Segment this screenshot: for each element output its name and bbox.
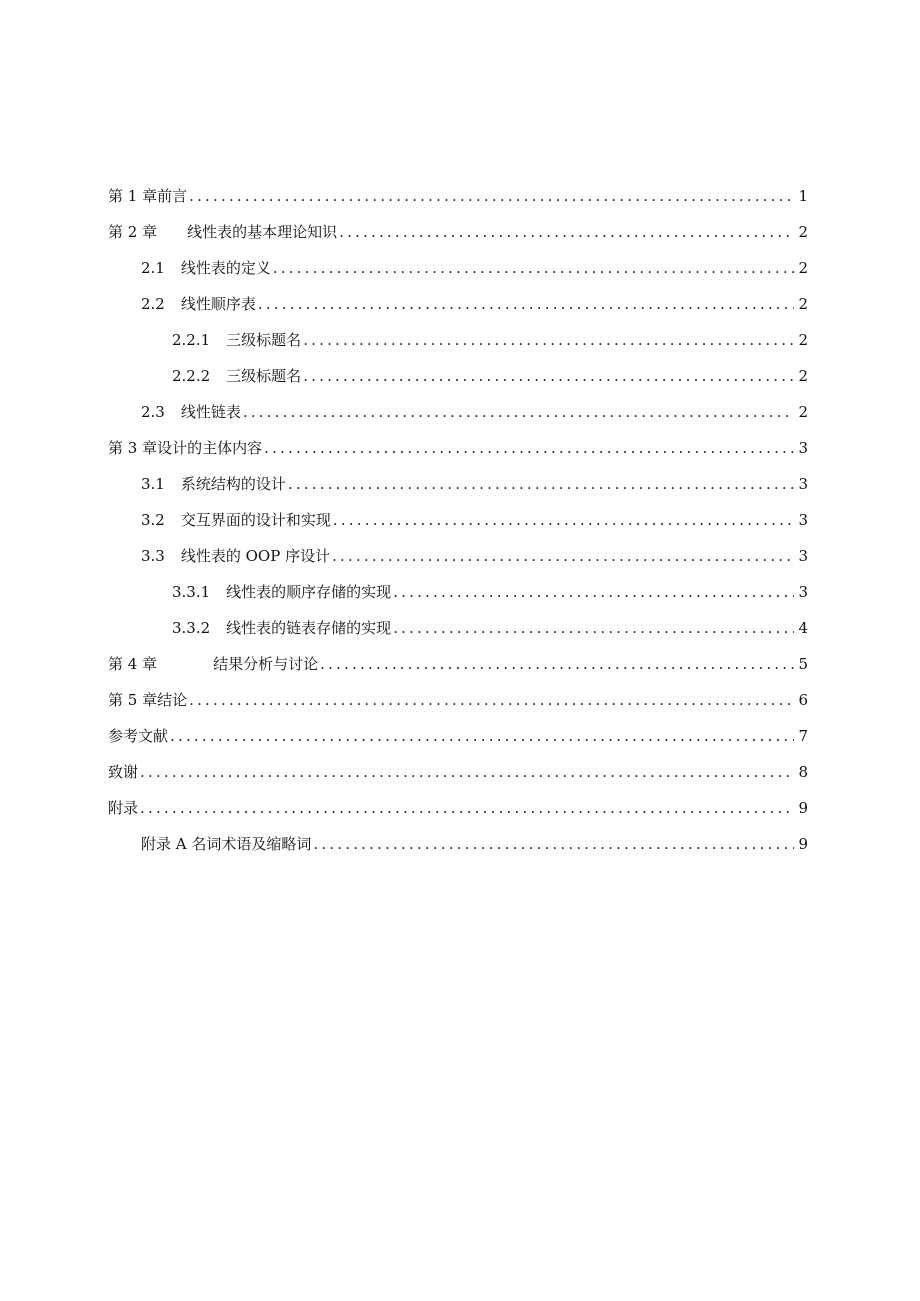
- dot-leader: [320, 654, 794, 674]
- toc-entry-number: 2.1: [141, 259, 165, 277]
- toc-entry-number: 2.2.2: [172, 367, 211, 385]
- dot-leader: [393, 582, 794, 602]
- toc-entry-title: 线性表的 OOP 序设计: [180, 547, 331, 565]
- toc-entry[interactable]: [108, 494, 808, 530]
- toc-entry-title: 附录 A 名词术语及缩略词: [141, 835, 312, 853]
- toc-entry[interactable]: [108, 638, 808, 674]
- toc-entry[interactable]: [108, 422, 808, 458]
- dot-leader: [393, 618, 794, 638]
- toc-entry-page-number: 2: [798, 367, 808, 385]
- toc-entry[interactable]: [108, 782, 808, 818]
- toc-entry-number: 第 2 章: [108, 223, 158, 241]
- toc-entry-page-number: 7: [798, 727, 808, 745]
- toc-entry-page-number: 2: [798, 331, 808, 349]
- dot-leader: [332, 546, 794, 566]
- toc-entry-page-number: 9: [798, 799, 808, 817]
- toc-entry-number: 2.2.1: [172, 331, 211, 349]
- toc-entry-number: 2.2: [141, 295, 165, 313]
- dot-leader: [189, 186, 794, 206]
- toc-entry-page-number: 9: [798, 835, 808, 853]
- toc-entry-number: 3.2: [141, 511, 165, 529]
- toc-entry-number: 3.1: [141, 475, 165, 493]
- toc-entry[interactable]: [108, 710, 808, 746]
- toc-entry[interactable]: [108, 602, 808, 638]
- toc-entry-title: 线性表的定义: [180, 259, 271, 277]
- toc-entry-page-number: 3: [798, 439, 808, 457]
- dot-leader: [333, 510, 795, 530]
- toc-entry-title: 交互界面的设计和实现: [180, 511, 331, 529]
- toc-entry-title: 线性表的顺序存储的实现: [226, 583, 392, 601]
- dot-leader: [273, 258, 795, 278]
- dot-leader: [339, 222, 794, 242]
- toc-entry-title: 线性链表: [180, 403, 241, 421]
- toc-entry-page-number: 2: [798, 403, 808, 421]
- dot-leader: [140, 798, 794, 818]
- toc-entry-page-number: 2: [798, 259, 808, 277]
- toc-entry-page-number: 8: [798, 763, 808, 781]
- toc-entry-page-number: 5: [798, 655, 808, 673]
- dot-leader: [258, 294, 795, 314]
- toc-entry-number: 2.3: [141, 403, 165, 421]
- toc-entry-title: 设计的主体内容: [157, 439, 263, 457]
- toc-entry-page-number: 3: [798, 583, 808, 601]
- toc-entry[interactable]: [108, 350, 808, 386]
- dot-leader: [243, 402, 795, 422]
- dot-leader: [288, 474, 795, 494]
- toc-entry-title: 前言: [157, 187, 188, 205]
- toc-entry-number: 3.3.2: [172, 619, 211, 637]
- toc-entry-title: 附录: [108, 799, 139, 817]
- toc-entry-title: 致谢: [108, 763, 139, 781]
- toc-entry-page-number: 3: [798, 475, 808, 493]
- toc-entry[interactable]: [108, 674, 808, 710]
- dot-leader: [189, 690, 794, 710]
- toc-entry-page-number: 3: [798, 511, 808, 529]
- toc-entry-number: 3.3: [141, 547, 165, 565]
- toc-entry-page-number: 2: [798, 295, 808, 313]
- toc-entry-title: 系统结构的设计: [180, 475, 286, 493]
- toc-entry[interactable]: [108, 530, 808, 566]
- toc-entry[interactable]: [108, 566, 808, 602]
- toc-entry-number: 第 3 章: [108, 439, 158, 457]
- toc-entry-title: 线性顺序表: [180, 295, 256, 313]
- toc-entry[interactable]: [108, 746, 808, 782]
- toc-entry[interactable]: [108, 314, 808, 350]
- toc-entry-title: 线性表的链表存储的实现: [226, 619, 392, 637]
- toc-entry-page-number: 1: [798, 187, 808, 205]
- dot-leader: [303, 366, 794, 386]
- toc-entry[interactable]: [108, 278, 808, 314]
- toc-entry-number: 第 5 章: [108, 691, 158, 709]
- toc-entry-number: 3.3.1: [172, 583, 211, 601]
- dot-leader: [170, 726, 794, 746]
- toc-entry[interactable]: [108, 242, 808, 278]
- toc-entry[interactable]: [108, 170, 808, 206]
- dot-leader: [313, 834, 794, 854]
- table-of-contents: [108, 170, 808, 854]
- toc-entry[interactable]: [108, 386, 808, 422]
- toc-entry-title: 线性表的基本理论知识: [187, 223, 338, 241]
- toc-entry-page-number: 6: [798, 691, 808, 709]
- toc-entry-title: 参考文献: [108, 727, 169, 745]
- dot-leader: [264, 438, 794, 458]
- dot-leader: [140, 762, 794, 782]
- toc-entry-title: 三级标题名: [226, 367, 302, 385]
- toc-entry-number: 第 4 章: [108, 655, 158, 673]
- dot-leader: [303, 330, 794, 350]
- toc-entry-number: 第 1 章: [108, 187, 158, 205]
- toc-entry-title: 三级标题名: [226, 331, 302, 349]
- toc-entry[interactable]: [108, 818, 808, 854]
- toc-entry[interactable]: [108, 206, 808, 242]
- toc-entry-page-number: 3: [798, 547, 808, 565]
- toc-entry-page-number: 4: [798, 619, 808, 637]
- toc-entry-title: 结果分析与讨论: [213, 655, 319, 673]
- toc-entry-title: 结论: [157, 691, 188, 709]
- toc-entry[interactable]: [108, 458, 808, 494]
- toc-entry-page-number: 2: [798, 223, 808, 241]
